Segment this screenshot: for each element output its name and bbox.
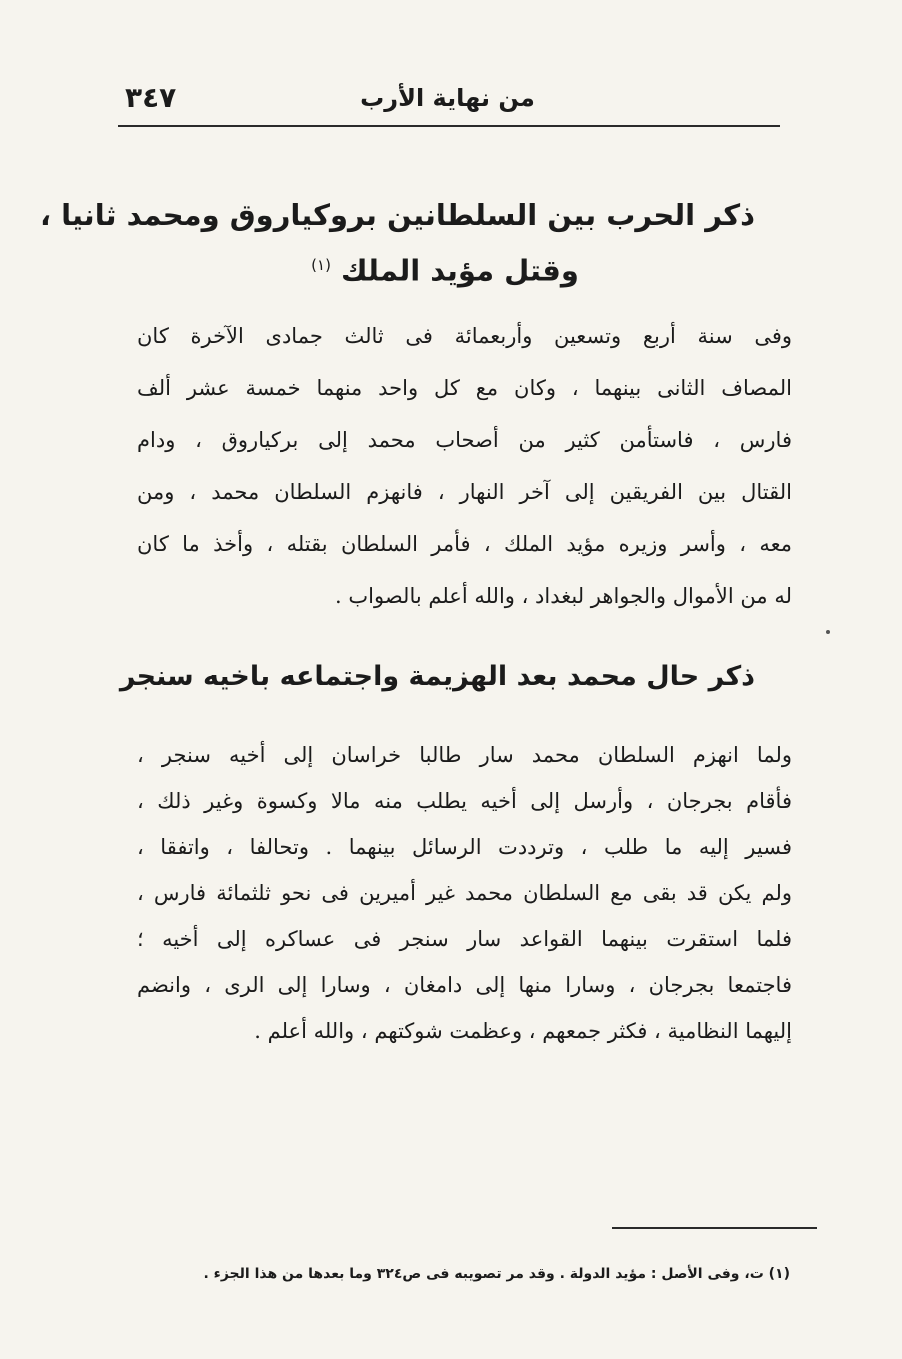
text-line: المصاف الثانى بينهما ، وكان مع كل واحد منهما خمسة عشر ألف bbox=[137, 376, 792, 400]
text-line: فسير إليه ما طلب ، وترددت الرسائل بينهما . وتحالفا ، واتفقا ، bbox=[137, 835, 792, 859]
header-rule bbox=[118, 125, 780, 127]
margin-mark bbox=[826, 630, 830, 634]
page-number: ٣٤٧ bbox=[125, 81, 177, 114]
heading-1-line-2-wrap bbox=[135, 240, 755, 296]
text-line: فأقام بجرجان ، وأرسل إلى أخيه يطلب منه مالا وكسوة وغير ذلك ، bbox=[137, 789, 792, 813]
text-line: فارس ، فاستأمن كثير من أصحاب محمد إلى بركياروق ، ودام bbox=[137, 428, 792, 452]
footnote-rule bbox=[612, 1227, 817, 1229]
text-line: ولما انهزم السلطان محمد سار طالبا خراسان إلى أخيه سنجر ، bbox=[137, 743, 792, 767]
footnote-reference: (١) bbox=[311, 256, 331, 274]
section-heading-1 bbox=[39, 190, 755, 296]
paragraph-2 bbox=[137, 732, 792, 1054]
running-title: من نهاية الأرب bbox=[360, 84, 535, 112]
text-line: ولم يكن قد بقى مع السلطان محمد غير أميرين فى نحو ثلثمائة فارس ، bbox=[137, 881, 792, 905]
heading-1-line-1: ذكر الحرب بين السلطانين بروكياروق ومحمد ثانيا ، bbox=[39, 198, 755, 232]
text-line: له من الأموال والجواهر لبغداد ، والله أعلم بالصواب . bbox=[335, 584, 792, 608]
text-line: وفى سنة أربع وتسعين وأربعمائة فى ثالث جمادى الآخرة كان bbox=[137, 324, 792, 348]
text-line: القتال بين الفريقين إلى آخر النهار ، فانهزم السلطان محمد ، ومن bbox=[137, 480, 792, 504]
footnote: (١) ت، وفى الأصل : مؤيد الدولة . وقد مر تصويبه فى ص٣٢٤ وما بعدها من هذا الجزء . bbox=[203, 1266, 790, 1282]
text-line: فاجتمعا بجرجان ، وسارا منها إلى دامغان ، وسارا إلى الرى ، وانضم bbox=[137, 973, 792, 997]
section-heading-2: ذكر حال محمد بعد الهزيمة واجتماعه باخيه سنجر bbox=[119, 661, 755, 692]
heading-1-line-2: وقتل مؤيد الملك bbox=[341, 253, 579, 288]
text-line: معه ، وأسر وزيره مؤيد الملك ، فأمر السلطان بقتله ، وأخذ ما كان bbox=[137, 532, 793, 556]
paragraph-1 bbox=[137, 310, 792, 622]
text-line: فلما استقرت بينهما القواعد سار سنجر فى عساكره إلى أخيه ؛ bbox=[137, 927, 792, 951]
page-header bbox=[125, 78, 770, 122]
text-line: إليهما النظامية ، فكثر جمعهم ، وعظمت شوكتهم ، والله أعلم . bbox=[254, 1019, 792, 1043]
